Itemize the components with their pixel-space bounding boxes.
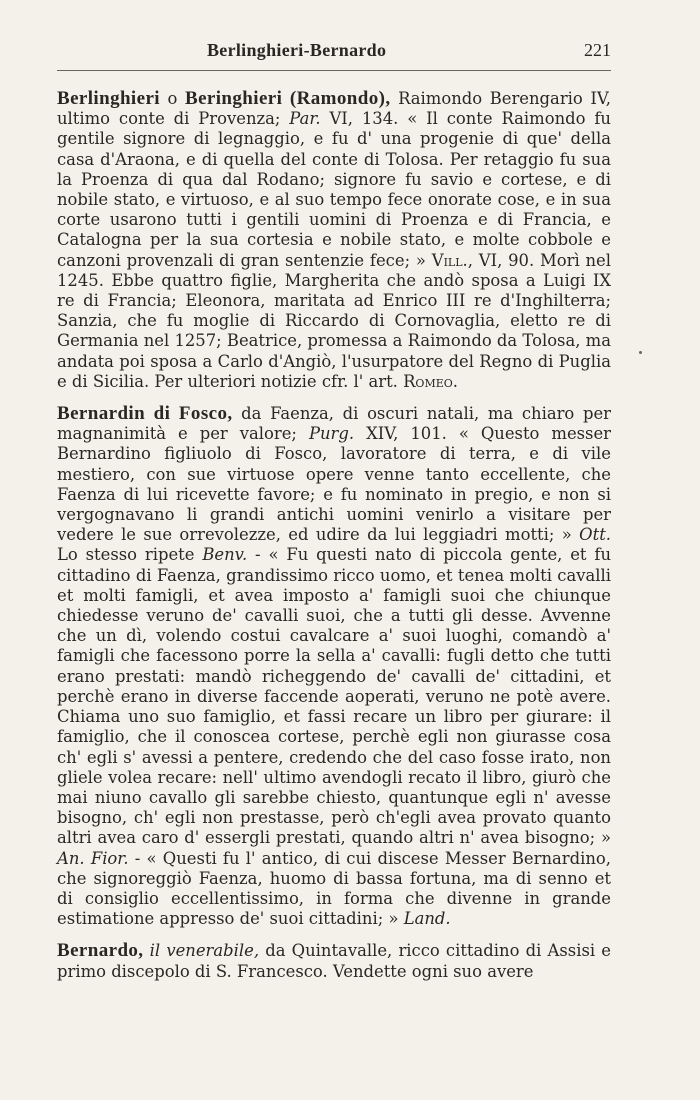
citation: Benv.: [202, 545, 248, 565]
citation: An. Fior.: [57, 848, 129, 868]
entry-text: [57, 941, 611, 981]
text-run: o: [159, 89, 186, 108]
entry-text: [57, 89, 611, 392]
text-run: VI, 134. « Il conte Raimondo fu gentile signore di legnaggio, e fu d' una progenie di que' della casa d'Araona, e di quella del conte di Tolosa. Per retaggio fu sua la Proenza di qua dal Rodano; signore fu savio e cortese, e di nobile stato, e virtuoso, e al suo tempo fece onorate cose, e in sua corte usarono tutti i gentili uomini di Proenza e di Francia, e Catalogna per la sua cortesia e nobile stato, e molte cobbole e canzoni provenzali di gran sentenzie fece; »: [57, 109, 611, 270]
entry-bernardo: [57, 941, 611, 981]
header-rule: [57, 70, 611, 71]
text-run: , VI, 90. Morì nel 1245. Ebbe quattro figlie, Margherita che andò sposa a Luigi IX re di Francia; Eleonora, maritata ad Enrico III re d'Inghilterra; Sanzia, che fu moglie di Riccardo di Cornovaglia, eletto re di Germania nel 1257; Beatrice, promessa a Raimondo da Tolosa, ma andata poi sposa a Carlo d'Angiò, l'usurpatore del Regno di Puglia e di Sicilia. Per ulteriori notizie cfr. l' art.: [57, 250, 611, 391]
text-run: da Faenza, di oscuri natali, ma chiaro per magnanimità e per valore;: [57, 404, 611, 444]
page-number: 221: [584, 40, 611, 60]
entry-headword: Bernardin di Fosco,: [57, 403, 233, 425]
text-run: da Quintavalle, ricco cittadino di Assisi e primo discepolo di S. Francesco. Vendette ogni suo avere: [57, 941, 611, 981]
citation: Ott.: [579, 525, 611, 545]
source-abbrev: Romeo.: [403, 371, 458, 391]
source-abbrev: Vill.: [431, 250, 468, 270]
entry-headword: Bernardo,: [57, 940, 144, 962]
entry-headword: Berlinghieri: [57, 88, 160, 109]
citation: Land.: [403, 909, 451, 929]
text-run: - « Fu questi nato di piccola gente, et fu cittadino di Faenza, grandissimo ricco uomo, et tenea molti cavalli et molti famigli, et avea imposto a' famigli suoi che chiunque chiedesse veruno de' cavalli suoi, che a tutti gli desse. Avvenne che un dì, volendo costui cavalcare a' suoi luoghi, comandò a' famigli che facessono porre la sella a' cavalli: fugli detto che tutti erano prestati: mandò richeggendo de' cavalli de' cittadini, et perchè erano in diverse faccende aoperati, veruno ne potè avere. Chiama uno suo famiglio, et fassi recare un libro per giurare: il famiglio, che il conoscea cortese, perchè egli non giurasse cosa ch' egli s' avessi a pentere, credendo che del caso fosse irato, non gliele volea recare: nell' ultimo avendogli recato il libro, giurò che mai niuno cavallo gli sarebbe chiesto, quantunque egli n' avesse bisogno, ch' egli non prestasse, però ch'egli avea provato quanto altri avea caro d' essergli prestati, quando altri n' avea bisogno; »: [57, 545, 612, 848]
text-run: - « Questi fu l' antico, di cui discese Messer Bernardino, che signoreggiò Faenza, huomo di bassa fortuna, ma di senno et di consiglio eccellentissimo, in forma che divenne in grande estimatione appresso de' suoi cittadini; »: [57, 848, 611, 929]
entry-headword: Beringhieri: [185, 88, 283, 109]
text-run: Raimondo Berengario IV, ultimo conte di Provenza;: [57, 89, 611, 129]
margin-speck: [639, 351, 642, 354]
running-title: Berlinghieri-Bernardo: [207, 40, 387, 60]
entry-text: [57, 404, 611, 929]
text-run: Lo stesso ripete: [57, 545, 203, 565]
text-run: XIV, 101. « Questo messer Bernardino figliuolo di Fosco, lavoratore di terra, e di vile mestiero, con sue virtuose opere venne tanto eccellente, che Faenza di lui ricevette favore; e fu nominato in pregio, e non si vergognavano li grandi antichi uomini venirlo a visitare per vedere le sue orrevolezze, ed udire da lui leggiadri motti; »: [57, 424, 612, 545]
text-run: [282, 89, 290, 108]
citation: Purg.: [308, 424, 355, 444]
entry-bernardin-di-fosco: [57, 404, 611, 929]
entry-berlinghieri: [57, 89, 611, 392]
entry-headword: (Ramondo),: [289, 88, 391, 109]
citation: Par.: [289, 109, 321, 129]
running-header: [57, 40, 611, 66]
citation: il venerabile,: [149, 941, 260, 961]
